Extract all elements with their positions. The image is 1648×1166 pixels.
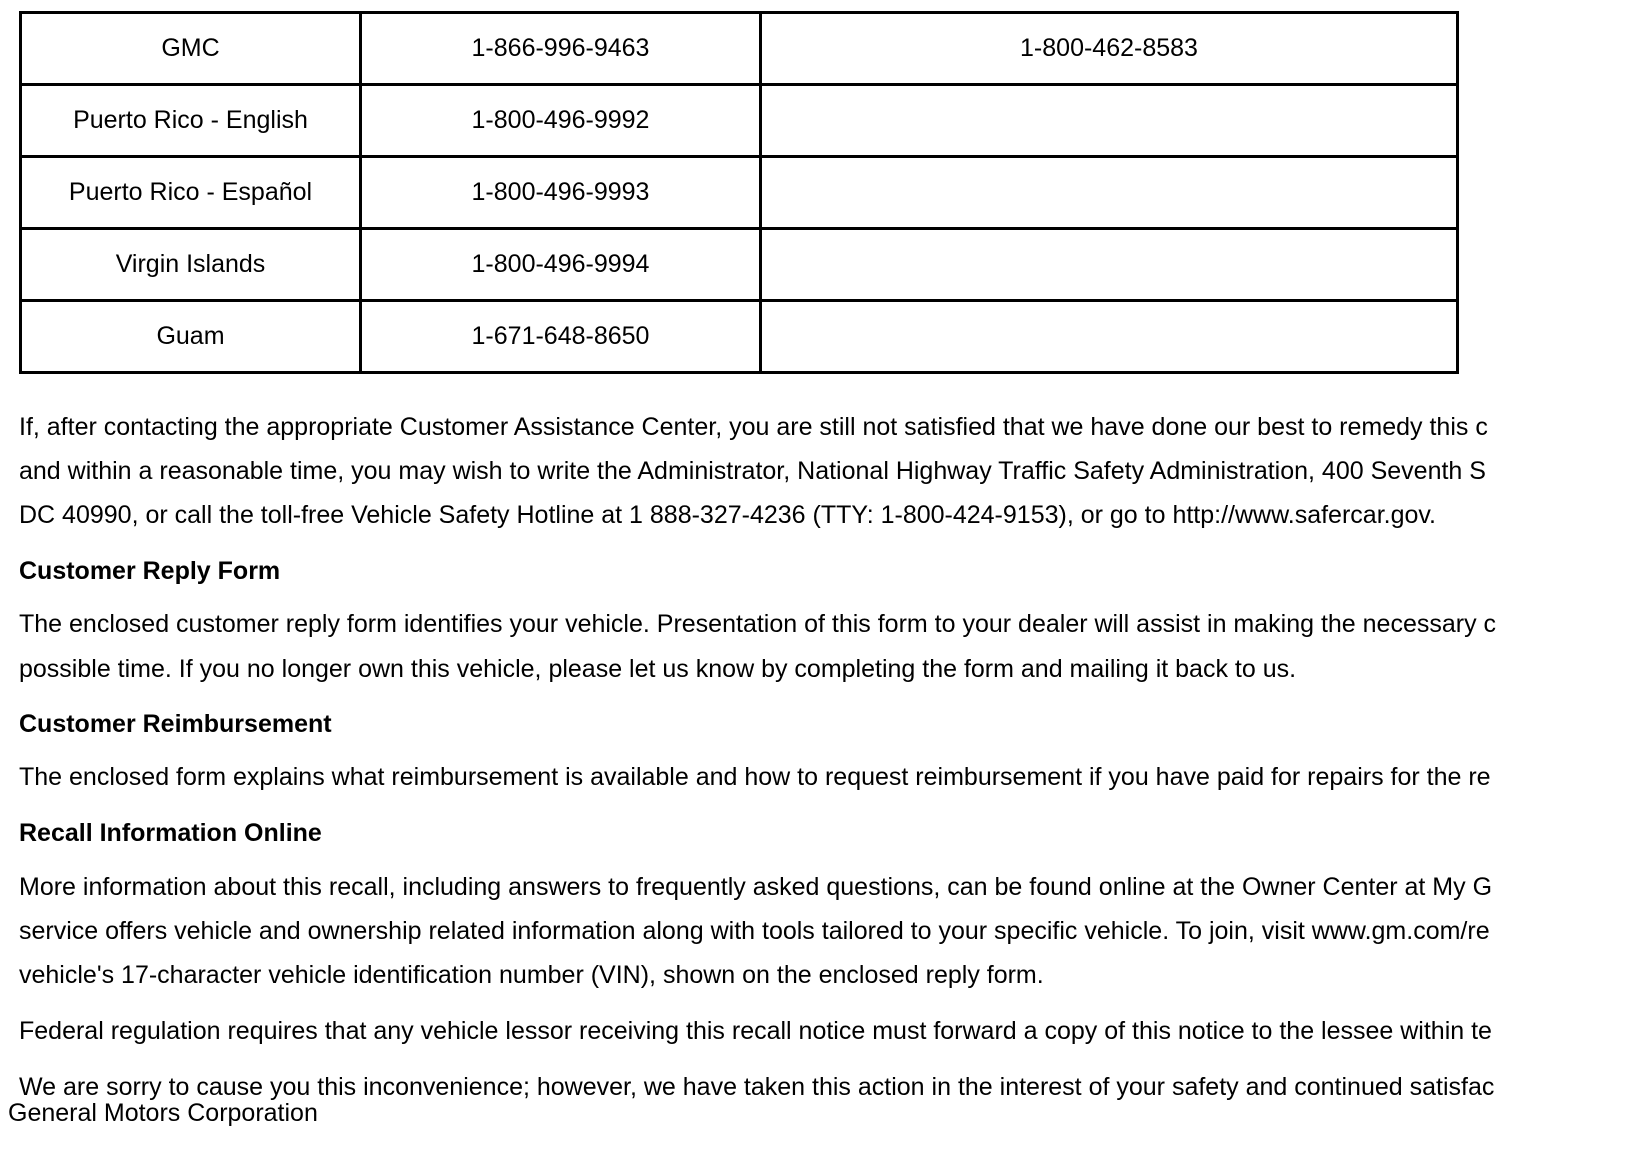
- body-text: DC 40990, or call the toll-free Vehicle Safety Hotline at 1 888-327-4236 (TTY: 1-800-424-9153), or go to http://www.safercar.gov.: [19, 501, 1436, 529]
- phone-cell: 1-866-996-9463: [361, 13, 761, 85]
- body-text: The enclosed customer reply form identifies your vehicle. Presentation of this form to your dealer will assist in making the necessary c: [19, 610, 1497, 638]
- region-cell: GMC: [21, 13, 361, 85]
- body-text: We are sorry to cause you this inconvenience; however, we have taken this action in the interest of your safety and continued satisfac: [19, 1073, 1495, 1101]
- region-cell: Virgin Islands: [21, 229, 361, 301]
- section-heading: Recall Information Online: [19, 819, 322, 847]
- phone-cell: 1-800-496-9992: [361, 85, 761, 157]
- table-row: [21, 157, 1458, 229]
- phone-cell-2: 1-800-462-8583: [761, 13, 1458, 85]
- body-text: More information about this recall, including answers to frequently asked questions, can be found online at the Owner Center at My G: [19, 873, 1493, 901]
- table-row: [21, 229, 1458, 301]
- body-text: possible time. If you no longer own this vehicle, please let us know by completing the form and mailing it back to us.: [19, 655, 1297, 683]
- region-cell: Puerto Rico - Español: [21, 157, 361, 229]
- table-row: [21, 301, 1458, 373]
- section-heading: Customer Reimbursement: [19, 710, 332, 738]
- phone-cell: 1-800-496-9994: [361, 229, 761, 301]
- body-text: The enclosed form explains what reimbursement is available and how to request reimbursement if you have paid for repairs for the re: [19, 763, 1491, 791]
- body-text: service offers vehicle and ownership related information along with tools tailored to your specific vehicle. To join, visit www.gm.com/re: [19, 917, 1490, 945]
- body-text: If, after contacting the appropriate Customer Assistance Center, you are still not satisfied that we have done our best to remedy this c: [19, 413, 1488, 441]
- phone-cell-2: [761, 229, 1458, 301]
- phone-cell: 1-800-496-9993: [361, 157, 761, 229]
- phone-cell-2: [761, 301, 1458, 373]
- body-text: and within a reasonable time, you may wish to write the Administrator, National Highway Traffic Safety Administration, 400 Seventh S: [19, 457, 1486, 485]
- table-row: [21, 13, 1458, 85]
- region-cell: Puerto Rico - English: [21, 85, 361, 157]
- table-row: [21, 85, 1458, 157]
- contact-table: [19, 11, 1459, 374]
- region-cell: Guam: [21, 301, 361, 373]
- signature: General Motors Corporation: [8, 1099, 318, 1127]
- phone-cell: 1-671-648-8650: [361, 301, 761, 373]
- body-text: vehicle's 17-character vehicle identification number (VIN), shown on the enclosed reply form.: [19, 961, 1044, 989]
- body-text: Federal regulation requires that any vehicle lessor receiving this recall notice must forward a copy of this notice to the lessee within te: [19, 1017, 1492, 1045]
- phone-cell-2: [761, 157, 1458, 229]
- section-heading: Customer Reply Form: [19, 557, 281, 585]
- phone-cell-2: [761, 85, 1458, 157]
